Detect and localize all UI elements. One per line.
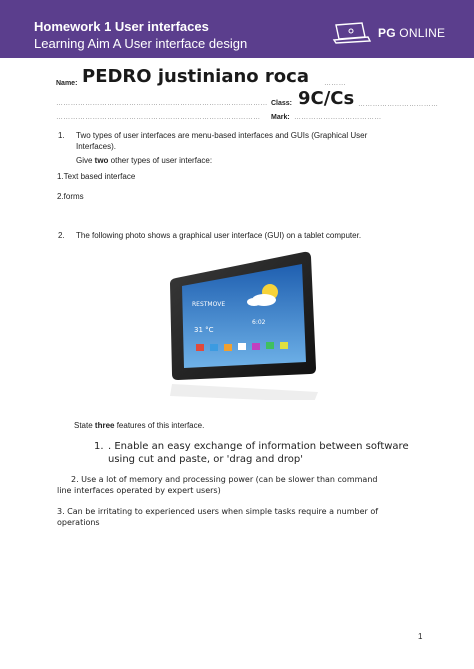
app-icon [238,343,246,350]
dotted-line: …………………………………………………………………………… [56,100,268,107]
answer-line: 2. Use a lot of memory and processing power (can be slower than command [71,475,378,484]
answer-2-3[interactable] [57,506,378,528]
answer-line: operations [57,518,100,527]
question-1-line: Interfaces). [76,142,117,151]
prompt-text: other types of user interface: [108,156,213,165]
header-title: Homework 1 User interfaces [34,19,209,34]
brand-logo [378,26,445,40]
class-field[interactable]: 9C/Cs [298,88,355,109]
answer-line: . Enable an easy exchange of information between software [108,441,409,452]
prompt-text: Give [76,156,95,165]
question-2-prompt [74,420,204,431]
question-2-text: The following photo shows a graphical user interface (GUI) on a tablet computer. [76,231,362,240]
class-label: Class: [271,100,293,107]
question-1-number: 1. [58,131,65,140]
question-2-number: 2. [58,231,65,240]
mark-label: Mark: [271,114,290,121]
prompt-bold: three [94,421,115,430]
prompt-bold: two [94,156,109,165]
name-dots: ……… [324,80,346,87]
prompt-text: State [74,421,95,430]
mark-field[interactable]: ……………………………… [294,114,382,121]
answer-2-1[interactable] [108,440,409,466]
tablet-brand: RESTMOVE [192,301,226,308]
question-1-prompt [76,155,212,166]
header-subtitle: Learning Aim A User interface design [34,36,248,51]
name-label: Name: [56,80,78,87]
logo-bold: PG [378,26,396,40]
app-icon [280,342,288,349]
page-number: 1 [418,632,423,641]
answer-line: line interfaces operated by expert users) [57,486,221,495]
prompt-text: features of this interface. [114,421,205,430]
question-1-text [76,130,367,152]
tablet-photo [166,250,326,400]
dotted-line: ………………………………………………………………………… [56,114,261,121]
app-icon [252,343,260,350]
name-field[interactable]: PEDRO justiniano roca [82,66,309,87]
class-dots: …………………………… [358,101,439,108]
answer-1-2[interactable]: 2.forms [57,192,84,201]
answer-2-1-number: 1. [94,441,104,452]
tablet-clock: 6:02 [252,319,266,326]
app-icon [224,344,232,351]
answer-1-1[interactable]: 1.Text based interface [57,172,136,181]
laptop-logo-icon [332,22,372,44]
answer-line: using cut and paste, or 'drag and drop' [108,454,303,465]
question-1-line: Two types of user interfaces are menu-based interfaces and GUIs (Graphical User [76,131,368,140]
app-icon [210,344,218,351]
tablet-temp: 31 °C [194,326,214,334]
answer-line: 3. Can be irritating to experienced users when simple tasks require a number of [57,507,379,516]
answer-2-2[interactable] [57,474,378,496]
logo-rest: ONLINE [399,26,446,40]
app-icon [266,342,274,349]
app-icon [196,344,204,351]
page-header [0,0,474,58]
